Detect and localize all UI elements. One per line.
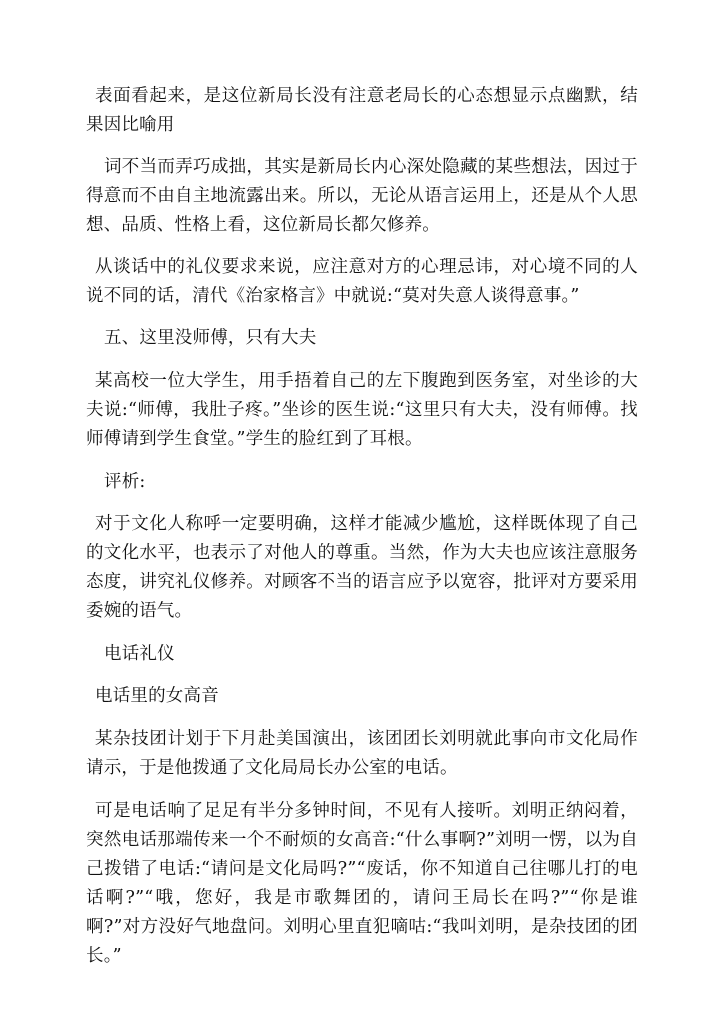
comment-heading: 评析: xyxy=(104,472,146,492)
paragraph-acrobatic-troupe-request: 某杂技团计划于下月赴美国演出，该团团长刘明就此事向市文化局作请示，于是他拨通了文化局局长办公室的电话。 xyxy=(86,729,638,778)
paragraph-conversation-etiquette: 从谈话中的礼仪要求来说，应注意对方的心理忌讳，对心境不同的人说不同的话，清代《治家格言》中就说:“莫对失意人谈得意事。” xyxy=(86,257,638,306)
paragraph-new-director-analysis: 词不当而弄巧成拙，其实是新局长内心深处隐藏的某些想法，因过于得意而不由自主地流露出来。所以，无论从语言运用上，还是从个人思想、品质、性格上看，这位新局长都欠修养。 xyxy=(86,157,638,235)
paragraph-new-director-metaphor: 表面看起来，是这位新局长没有注意老局长的心态想显示点幽默，结果因比喻用 xyxy=(86,86,638,135)
section-heading-phone-etiquette: 电话礼仪 xyxy=(104,644,175,664)
document-page xyxy=(86,82,638,971)
paragraph-addressing-analysis: 对于文化人称呼一定要明确，这样才能减少尴尬，这样既体现了自己的文化水平，也表示了对他人的尊重。当然，作为大夫也应该注意服务态度，讲究礼仪修养。对顾客不当的语言应予以宽容，批评对方要采用委婉的语气。 xyxy=(86,514,638,621)
paragraph-phone-conversation: 可是电话响了足足有半分多钟时间，不见有人接听。刘明正纳闷着，突然电话那端传来一个不耐烦的女高音:“什么事啊?”刘明一愣，以为自己拨错了电话:“请问是文化局吗?”“废话，你不知道自己往哪儿打的电话啊?”“哦，您好，我是市歌舞团的，请问王局长在吗?”“你是谁啊?”对方没好气地盘问。刘明心里直犯嘀咕:“我叫刘明，是杂技团的团长。” xyxy=(86,801,638,966)
subheading-soprano-on-phone: 电话里的女高音 xyxy=(95,686,219,706)
paragraph-student-doctor-story: 某高校一位大学生，用手捂着自己的左下腹跑到医务室，对坐诊的大夫说:“师傅，我肚子疼。”坐诊的医生说:“这里只有大夫，没有师傅。找师傅请到学生食堂。”学生的脸红到了耳根。 xyxy=(86,371,638,449)
section-heading-five: 五、这里没师傅，只有大夫 xyxy=(104,328,317,348)
